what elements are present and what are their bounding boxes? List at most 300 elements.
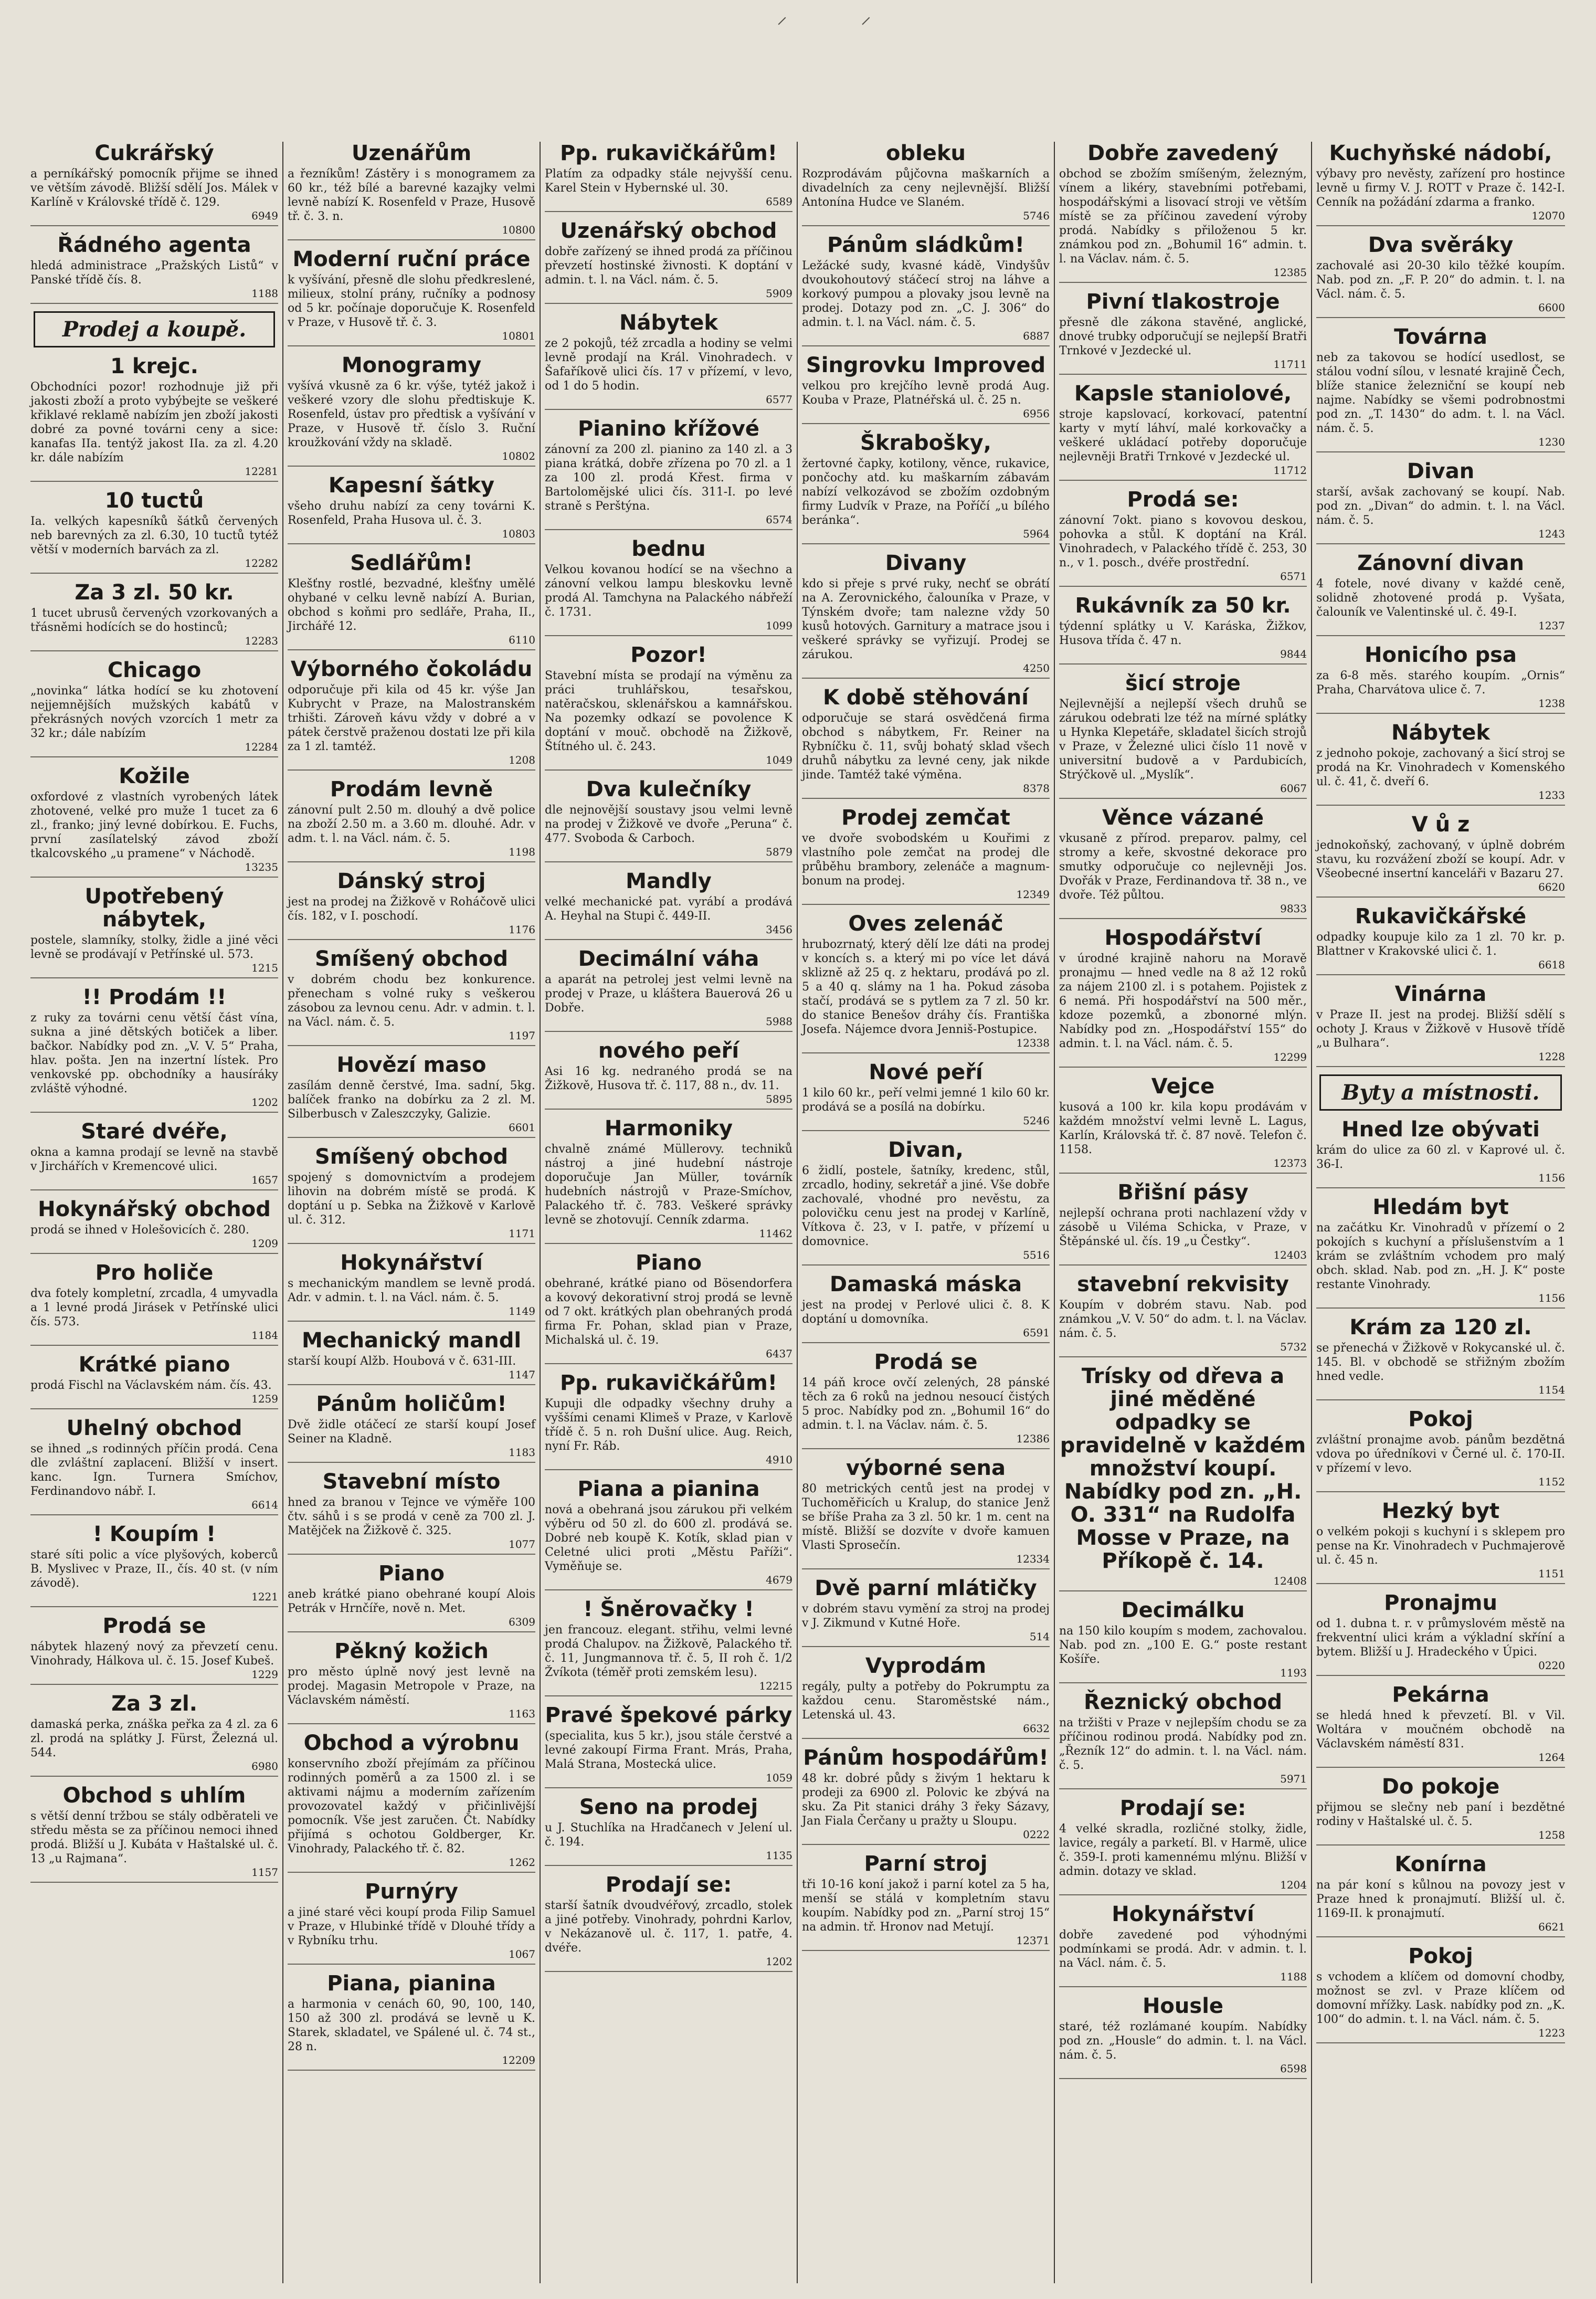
classified-ad: [1316, 1118, 1565, 1188]
ad-text: v Praze II. jest na prodej. Bližší sdělí s ochoty J. Kraus v Žižkově v Husově třídě „u Bulhara“.: [1316, 1008, 1565, 1050]
ad-number: 10802: [502, 450, 535, 462]
classified-ad: [1059, 1995, 1307, 2079]
ad-heading: šicí stroje: [1125, 671, 1241, 695]
section-heading: Byty a místnosti.: [1319, 1074, 1562, 1111]
ad-number: 6887: [1023, 330, 1050, 342]
classified-ad: [1059, 1181, 1307, 1265]
ad-heading: Za 3 zl. 50 kr.: [75, 581, 234, 605]
ad-number: 1149: [509, 1305, 535, 1317]
classified-ad: [1059, 142, 1307, 283]
ad-number: 1067: [509, 1948, 535, 1960]
ad-text: na pár koní s kůlnou na povozy jest v Praze hned k pronajmutí. Bližší ul. č. 1169-II. k pronajmutí.: [1316, 1879, 1565, 1920]
ad-text: Platím za odpadky stále nejvyšší cenu. Karel Stein v Hybernské ul. 30.: [545, 167, 792, 195]
ad-text: staré, též rozlámané koupím. Nabídky pod zn. „Housle“ do admin. t. l. na Václ. nám. č. 5.: [1059, 2020, 1307, 2062]
ad-heading: Singrovku Improved: [806, 353, 1046, 377]
ad-number: 12334: [1016, 1553, 1050, 1565]
ad-number: 1215: [251, 962, 278, 974]
ad-number: 6577: [766, 393, 792, 406]
classified-ad: [288, 248, 535, 346]
ad-heading: Věnce vázané: [1102, 806, 1264, 830]
classified-ad: [1059, 806, 1307, 919]
ad-text: obchod se zbožím smíšeným, železným, vínem a likéry, stavebními potřebami, hospodářskými a lisovací stroji ve větším místě se za příčinou zavedení výroby prodá. Nabídky s přiloženou 5 kr. známkou pod zn. „Bohumil 16“ admin. t. l. na Václav. nám. č. 5.: [1059, 167, 1307, 266]
ad-text: odpadky koupuje kilo za 1 zl. 70 kr. p. Blattner v Krakovské ulici č. 1.: [1316, 931, 1565, 958]
ad-number: 1049: [766, 754, 792, 766]
ad-number: 1156: [1538, 1172, 1565, 1184]
ad-text: jest na prodej na Žižkově v Roháčově ulici čís. 182, v I. poschodí.: [288, 895, 535, 923]
ad-column: [798, 142, 1055, 2283]
ad-heading: Kožile: [119, 764, 190, 788]
classified-ad: [802, 1852, 1050, 1951]
ad-heading: Pravé špekové párky: [545, 1703, 792, 1727]
ad-number: 13235: [245, 861, 278, 873]
ad-text: starší koupí Alžb. Houbová v č. 631-III.: [288, 1355, 516, 1368]
ad-heading: Divan,: [888, 1138, 964, 1162]
ad-text: damaská perka, znáška peřka za 4 zl. za 6 zl. prodá na splátky J. Fürst, Železná ul. 544.: [30, 1718, 278, 1759]
ad-heading: Hned lze obývati: [1341, 1117, 1540, 1142]
ad-number: 1657: [251, 1174, 278, 1186]
ad-number: 9844: [1280, 648, 1307, 660]
ad-heading: Moderní ruční práce: [292, 247, 531, 271]
ad-number: 1154: [1538, 1384, 1565, 1396]
classified-ad: [545, 1873, 792, 1972]
ad-heading: !! Prodám !!: [82, 985, 227, 1009]
ad-heading: Honicího psa: [1365, 643, 1517, 667]
classified-ad: [30, 142, 278, 226]
ad-heading: Divan: [1407, 459, 1475, 483]
ad-heading: Řeznický obchod: [1083, 1690, 1283, 1714]
ad-text: starší, avšak zachovaný se koupí. Nab. pod zn. „Divan“ do admin. t. l. na Václ. nám. č. 5.: [1316, 486, 1565, 527]
ad-heading: Pekárna: [1392, 1683, 1489, 1707]
ad-heading: Rukávník za 50 kr.: [1075, 594, 1291, 618]
ad-number: 12215: [759, 1680, 792, 1692]
ad-heading: Zánovní divan: [1357, 551, 1525, 575]
classified-ad: [545, 142, 792, 212]
ad-number: 1152: [1538, 1475, 1565, 1488]
ad-text: Dvě židle otáčecí ze starší koupí Josef Seiner na Kladně.: [288, 1418, 535, 1446]
classified-ad: [1059, 594, 1307, 665]
ad-text: zvláštní pronajme avob. pánům bezdětná vdova po úředníkovi v Černé ul. č. 170-II. v přízemí v levo.: [1316, 1433, 1565, 1475]
ad-heading: Vinárna: [1394, 982, 1487, 1006]
classified-ad: [802, 1138, 1050, 1265]
ad-number: 1188: [1280, 1970, 1307, 1983]
ad-heading: Trísky od dřeva a jiné měděné odpadky se pravidelně v každém množství koupí. Nabídky pod zn. „H. O. 331“ na Rudolfa Mosse v Praze, na Příkopě č. 14.: [1060, 1364, 1306, 1573]
ad-heading: Pokoj: [1408, 1944, 1473, 1968]
ad-text: o velkém pokoji s kuchyní i s sklepem pro pense na Kr. Vinohradech v Puchmajerově ul. č. 45 n.: [1316, 1525, 1565, 1567]
ad-heading: Oves zelenáč: [848, 912, 1003, 936]
ad-number: 1183: [509, 1446, 535, 1459]
ad-text: Ia. velkých kapesníků šátků červených neb barevných za zl. 6.30, 10 tuctů tytéž větší v moderních barvách za zl.: [30, 515, 278, 556]
ad-text: konservního zboží přejímám za příčinou rodinných poměrů a za 1500 zl. i se aktivami nájmu a moderním zařízením provozovatel každý v přičinlivější pomocník. Vše jest zaručen. Čt. Nabídky přijímá s ochotou Goldberger, Kr. Vinohrady, Palackého tř. č. 82.: [288, 1757, 535, 1855]
classified-ad: [30, 765, 278, 878]
ad-text: „novinka“ látka hodící se ku zhotovení nejjemnějších mužských kabátů v překrásných nových vzorcích 1 metr za 32 kr.; dále nabízím: [30, 684, 278, 740]
ad-heading: Pianino křížové: [577, 417, 760, 441]
classified-ad: [288, 1732, 535, 1873]
ad-number: 5988: [766, 1015, 792, 1028]
classified-ad: [545, 1478, 792, 1590]
ad-text: nejlepší ochrana proti nachlazení vždy v zásobě u Viléma Schicka, v Praze, v Štěpánské ul. čís. 19 „u Čestky“.: [1059, 1207, 1307, 1248]
ad-heading: ! Koupím !: [92, 1522, 216, 1546]
classified-ad: [802, 234, 1050, 346]
ad-column: [541, 142, 798, 2283]
ad-text: k vyšívání, přesně dle slohu předkreslené, milieux, stolní prány, ručníky a podnosy od 5 kr. počínaje doporučuje K. Rosenfeld v Praze, v Husově tř. č. 3.: [288, 273, 535, 329]
classified-ad: [545, 947, 792, 1032]
ad-number: 6956: [1023, 407, 1050, 420]
ad-text: vkusaně z přírod. preparov. palmy, cel stromy a keře, skvostné dekorace pro smutky odporučuje co nejlevněji Jos. Dvořák v Praze, Ferdinandova tř. 38 n., ve dvoře. Též půltou.: [1059, 832, 1307, 902]
ad-number: 5964: [1023, 528, 1050, 540]
ad-heading: Prodají se:: [605, 1873, 732, 1897]
classified-ad: [1059, 1691, 1307, 1789]
classified-ad: [30, 885, 278, 978]
ad-text: velkou pro krejčího levně prodá Aug. Kouba v Praze, Platnéřská ul. č. 25 n.: [802, 379, 1050, 407]
ad-number: 12299: [1273, 1051, 1307, 1063]
ad-number: 6574: [766, 513, 792, 526]
ad-text: 1 tucet ubrusů červených vzorkovaných a třásněmi hodících se do hostinců;: [30, 607, 278, 634]
classified-ad: [545, 1704, 792, 1788]
classified-ad: [30, 1261, 278, 1346]
ad-text: kdo si přeje s prvé ruky, nechť se obrátí na A. Zerovnického, čalouníka v Praze, v Týnském dvoře; tam nalezne vždy 50 kusů hotových. Garnitury a matrace jsou i veškeré správky se vyřizují. Prodej se zárukou.: [802, 577, 1050, 661]
ad-number: 1202: [251, 1096, 278, 1109]
ad-heading: Pro holiče: [95, 1261, 214, 1285]
ad-number: 6591: [1023, 1326, 1050, 1339]
ad-text: regály, pulty a potřeby do Pokrumptu za každou cenu. Staroměstské nám., Letenská ul. 43.: [802, 1680, 1050, 1722]
ad-number: 6601: [509, 1121, 535, 1134]
classified-ad: [1059, 1075, 1307, 1174]
ad-text: týdenní splátky u V. Karáska, Žižkov, Husova třída č. 47 n.: [1059, 620, 1307, 647]
ad-heading: Pp. rukavičkářům!: [559, 142, 778, 165]
ad-number: 1238: [1538, 697, 1565, 710]
ad-text: od 1. dubna t. r. v průmyslovém městě na frekventní ulici krám a výkladní skříní a bytem. Bližší u J. Hradeckého v Úpici.: [1316, 1617, 1565, 1659]
ad-heading: Piana, pianina: [327, 1971, 496, 1996]
ad-heading: Stavební místo: [322, 1470, 501, 1494]
ad-column: [283, 142, 541, 2283]
ad-text: (specialita, kus 5 kr.), jsou stále čerstvé a levné zakoupí Firma Frant. Mrás, Praha, Malá Strana, Mostecká ulice.: [545, 1729, 792, 1771]
ad-text: vyšívá vkusně za 6 kr. výše, tytéž jakož i veškeré vzory dle slohu předtiskuje K. Rosenfeld, ústav pro předtisk a vyšívání v Praze, v Husově tř. číslo 3. Ruční kroužkování vždy na skladě.: [288, 379, 535, 449]
classified-ad: [1316, 1853, 1565, 1937]
ad-text: jen francouz. elegant. střihu, velmi levné prodá Chalupov. na Žižkově, Palackého tř. č. 11, Jungmannova tř. č. 5, II roh č. 1/2 Žvíkota (téměř proti zemském lesu).: [545, 1623, 792, 1679]
ad-text: jednokoňský, zachovaný, v úplně dobrém stavu, ku rozvážení zboží se koupí. Adr. v Všeobecné insertní kanceláři v Bazaru 27.: [1316, 839, 1565, 880]
classified-ad: [802, 912, 1050, 1053]
ad-text: krám do ulice za 60 zl. v Kaprové ul. č. 36-I.: [1316, 1144, 1565, 1171]
ad-text: Stavební místa se prodají na výměnu za práci truhlářskou, tesařskou, natěračskou, sklenářskou a kamnářskou. Na pozemky odkazí se povolence K doptání v mouč. obchodě na Žižkově, Štítného ul. č. 243.: [545, 669, 792, 753]
ad-text: ze 2 pokojů, též zrcadla a hodiny se velmi levně prodají na Král. Vinohradech. v Šafaříkově ulici čís. 17 v přízemí, v levo, od 1 do 5 hodin.: [545, 337, 792, 393]
classified-ad: [802, 1061, 1050, 1131]
ad-heading: Krátké piano: [78, 1353, 230, 1377]
ad-text: 1 kilo 60 kr., peří velmi jemné 1 kilo 60 kr. prodává se a posílá na dobírku.: [802, 1087, 1050, 1114]
ad-text: kusová a 100 kr. kila kopu prodávám v každém množství velmi levně L. Lagus, Karlín, Královská tř. č. 87 nově. Telefon č. 1158.: [1059, 1101, 1307, 1156]
ad-text: žertovné čapky, kotilony, věnce, rukavice, pončochy atd. ku maškarním zábavám nabízí velkozávod se zbožím ozdobným firmy Ludvík v Praze, na Poříčí „u bílého beránka“.: [802, 457, 1050, 527]
ad-number: 6620: [1538, 881, 1565, 893]
classified-ad: [802, 806, 1050, 905]
classified-ad: [288, 1251, 535, 1322]
ad-text: zánovní za 200 zl. pianino za 140 zl. a 3 piana krátká, dobře zřízena po 70 zl. a 1 za 100 zl. prodá Křest. firma v Bartolomějské ulici čís. 311-I. po levé straně s Perštýna.: [545, 443, 792, 513]
classified-ad: [802, 1654, 1050, 1739]
ad-heading: Vejce: [1151, 1074, 1215, 1099]
section-heading: Prodej a koupě.: [34, 311, 275, 347]
ad-heading: Obchod a výrobnu: [303, 1731, 520, 1755]
ad-number: 1228: [1538, 1050, 1565, 1063]
ad-number: 5246: [1023, 1114, 1050, 1127]
classified-ad: [1059, 382, 1307, 481]
ad-heading: Škraboškу,: [860, 431, 991, 455]
classified-ad: [802, 552, 1050, 679]
ad-number: 1151: [1538, 1567, 1565, 1580]
ad-text: ve dvoře svobodském u Kouřimi z vlastního pole zemčat na prodej dle průběhu brambory, zelenáče a magnum-bonum na prodej.: [802, 832, 1050, 888]
classified-ad: [1316, 1775, 1565, 1845]
ad-heading: Cukrářský: [94, 142, 214, 165]
ad-text: oxfordové z vlastních vyrobených látek zhotovené, velké pro muže 1 tucet za 6 zl., franko; jiný levné dobírkou. E. Fuchs, první zasílatelský závod zboží tkalcovského „u pramene“ v Náchodě.: [30, 790, 278, 860]
ad-heading: Dvě parní mlátičky: [815, 1576, 1037, 1600]
ad-text: spojený s domovnictvím a prodejem lihovin na dobrém místě se prodá. K doptání u p. Sebka na Žižkově v Karlově ul. č. 312.: [288, 1171, 535, 1227]
classified-ad: [1059, 672, 1307, 799]
classified-ad: [802, 1457, 1050, 1569]
ad-heading: Prodá se:: [1127, 488, 1239, 512]
ad-text: Rozprodávám půjčovna maškarních a divadelních za ceny nejlevnější. Bližší Antonína Hudce ve Slaném.: [802, 167, 1050, 209]
classified-ad: [288, 354, 535, 467]
ad-number: 5732: [1280, 1341, 1307, 1353]
ad-heading: Vyprodám: [865, 1654, 987, 1678]
ad-text: Obchodníci pozor! rozhodnuje již při jakosti zboží a proto vybýbejte se veškeré křiklavé reklamě nabízím jen zboží jakosti dobré za povné továrni ceny a sice: kanafas IIa. tentýž jakost IIa. za zl. 4.20 kr. dále nabízím: [30, 381, 278, 465]
classified-ad: [545, 311, 792, 410]
ad-number: 1163: [509, 1707, 535, 1720]
classified-ad: [802, 1273, 1050, 1343]
classified-ad: [30, 234, 278, 304]
classified-ad: [30, 1198, 278, 1254]
ad-text: prodá se ihned v Holešovicích č. 280.: [30, 1224, 249, 1237]
ad-number: 6614: [251, 1499, 278, 1511]
classified-ad: [30, 1417, 278, 1515]
ad-number: 1204: [1280, 1879, 1307, 1891]
ad-heading: Chicago: [107, 658, 202, 682]
ad-text: zánovní 7okt. piano s kovovou deskou, pohovka a stůl. K doptání na Král. Vinohradech, v Palackého třídě č. 253, 30 n., v 1. posch., dvéře prostřední.: [1059, 514, 1307, 570]
ad-text: výbavy pro nevěsty, zařízení pro hostince levně u firmy V. J. ROTT v Praze č. 142-I. Cenník na požádání zdarma a franko.: [1316, 167, 1565, 209]
ad-text: s vchodem a klíčem od domovní chodby, možnost se zvl. v Praze klíčem od domovní mřížky. Lask. nabídky pod zn. „K. 100“ do admin. t. l. na Václ. nám. č. 5.: [1316, 1970, 1565, 2026]
ad-heading: Housle: [1142, 1994, 1224, 2018]
ad-heading: Nábytek: [619, 311, 718, 335]
ad-heading: Hokynářství: [340, 1251, 483, 1275]
ad-number: 12373: [1273, 1157, 1307, 1169]
ad-heading: Prodej zemčat: [841, 806, 1010, 830]
ad-text: z jednoho pokoje, zachovaný a šicí stroj se prodá na Kr. Vinohradech v Komenského ul. č. 41, č. dveří 6.: [1316, 747, 1565, 788]
ad-number: 1188: [251, 287, 278, 300]
classified-ad: [288, 142, 535, 240]
classified-ad: [1316, 234, 1565, 318]
page-edge-marks: ⸍ ⸍: [777, 13, 871, 37]
ad-heading: Rukavičkářské: [1355, 904, 1527, 929]
ad-text: dobře zařízený se ihned prodá za příčinou převzetí hostinské živnosti. K doptání v admin. t. l. na Václ. nám. č. 5.: [545, 245, 792, 287]
classified-ad: [545, 1039, 792, 1110]
ad-text: hledá administrace „Pražských Listů“ v Panské třídě čís. 8.: [30, 259, 278, 287]
ad-number: 0222: [1023, 1828, 1050, 1841]
classified-ad: [288, 1470, 535, 1555]
classified-ad: [1316, 1945, 1565, 2043]
ad-number: 1223: [1538, 2027, 1565, 2039]
ad-text: 6 židlí, postele, šatníky, kredenc, stůl, zrcadlo, hodiny, sekretář a jiné. Vše dobře zachovalé, vhodné pro nevěstu, za polovičku cenu jest na prodej v Karlíně, Vítkova č. 23, v I. patře, v přízemí u domovnice.: [802, 1164, 1050, 1248]
ad-text: na tržišti v Praze v nejlepším chodu se za příčinou rodinou prodá. Nabídky pod zn. „Řezník 12“ do admin. t. l. na Václ. nám. č. 5.: [1059, 1716, 1307, 1772]
classified-ad: [545, 1117, 792, 1244]
ad-heading: Prodá se: [874, 1350, 978, 1374]
ad-heading: Staré dvéře,: [81, 1120, 228, 1144]
ad-number: 5971: [1280, 1773, 1307, 1785]
ad-text: nová a obehraná jsou zárukou při velkém výběru od 50 zl. do 600 zl. prodává se. Dobré neb koupě K. Kotík, sklad pian v Celetné ulici proti „Městu Paříži“. Vyměňuje se.: [545, 1503, 792, 1573]
classified-ad: [288, 1880, 535, 1965]
ad-number: 1171: [509, 1227, 535, 1240]
ad-heading: Obchod s uhlím: [62, 1784, 246, 1808]
ad-number: 5746: [1023, 209, 1050, 222]
ad-text: a perníkářský pomocník přijme se ihned ve větším závodě. Bližší sdělí Jos. Málek v Karlíně v Královské třídě č. 129.: [30, 167, 278, 209]
newspaper-classifieds-page: [26, 142, 1572, 2283]
ad-heading: Sedlářům!: [350, 551, 473, 575]
classified-ad: [1059, 1365, 1307, 1591]
ad-number: 9833: [1280, 902, 1307, 915]
ad-number: 6110: [509, 634, 535, 646]
ad-number: 5879: [766, 846, 792, 858]
classified-ad: [1316, 905, 1565, 975]
ad-heading: Dva svěráky: [1368, 233, 1514, 257]
ad-number: 1077: [509, 1538, 535, 1551]
classified-ad: [1059, 1599, 1307, 1683]
ad-text: staré síti polic a více plyšových, koberců B. Myslivec v Praze, II., čís. 40 st. (v ním závodě).: [30, 1548, 278, 1590]
classified-ad: [1059, 290, 1307, 375]
ad-heading: 1 krejc.: [110, 354, 198, 378]
classified-ad: [545, 1796, 792, 1866]
ad-heading: Pronajmu: [1384, 1591, 1497, 1615]
ad-heading: Řádného agenta: [57, 233, 251, 257]
ad-text: velké mechanické pat. vyrábí a prodává A. Heyhal na Stupi č. 449-II.: [545, 895, 792, 923]
ad-number: 11462: [759, 1227, 792, 1240]
ad-heading: Divany: [885, 551, 967, 575]
classified-ad: [30, 1692, 278, 1777]
classified-ad: [802, 1746, 1050, 1845]
ad-heading: Hledám byt: [1372, 1195, 1509, 1219]
ad-heading: Kapsle staniolové,: [1074, 382, 1292, 406]
ad-number: 1237: [1538, 619, 1565, 632]
ad-text: odporučuje při kila od 45 kr. výše Jan Kubrycht v Praze, na Malostranském trhišti. Zároveň kávu vždy v dobré a v pátek čerstvě praženou dostati lze při kila za 1 zl. tamtéž.: [288, 683, 535, 753]
ad-number: 1259: [251, 1393, 278, 1405]
ad-number: 6309: [509, 1616, 535, 1628]
ad-text: a jiné staré věci koupí proda Filip Samuel v Praze, v Hlubinké třídě v Dlouhé třídy a v Rybníku trhu.: [288, 1906, 535, 1947]
ad-text: Ležácké sudy, kvasné kádě, Vindyšův dvoukohoutový stáčecí stroj na láhve a korkový pumpou a plovaky jsou levně na prodej. Dotazy pod zn. „C. J. 306“ do admin. t. l. na Václ. nám. č. 5.: [802, 259, 1050, 329]
classified-ad: [288, 870, 535, 940]
ad-number: 12338: [1016, 1037, 1050, 1049]
ad-heading: Mechanický mandl: [301, 1328, 522, 1353]
ad-text: obehrané, krátké piano od Bösendorfera a kovový dekorativní stroj prodá se levně od 7 okt. krátkých plan obehraných prodá firma Fr. Pohan, sklad pian v Praze, Michalská ul. č. 19.: [545, 1277, 792, 1347]
ad-text: a řezníkům! Zástěry i s monogramem za 60 kr., též bílé a barevné kazajky velmi levně nabízí K. Rosenfeld v Praze, Husově tř. č. 3. n.: [288, 167, 535, 223]
classified-ad: [1316, 1196, 1565, 1309]
ad-number: 1230: [1538, 436, 1565, 448]
classified-ad: [30, 1353, 278, 1409]
ad-heading: Krám za 120 zl.: [1349, 1315, 1532, 1340]
ad-heading: Prodám levně: [330, 777, 493, 802]
ad-heading: Piana a pianina: [577, 1477, 760, 1501]
ad-heading: Hokynářský obchod: [38, 1197, 271, 1221]
ad-heading: Harmoniky: [604, 1116, 733, 1141]
classified-ad: [1316, 721, 1565, 806]
ad-text: Velkou kovanou hodící se na všechno a zánovní velkou lampu bleskovku levně prodá Al. Tamchyna na Palackého nábřeží č. 1731.: [545, 563, 792, 619]
ad-text: přesně dle zákona stavěné, anglické, dnové trubky odporučují se nejlepší Bratři Trnkové v Jezdecké ul.: [1059, 316, 1307, 357]
ad-text: všeho druhu nabízí za ceny továrni K. Rosenfeld, Praha Husova ul. č. 3.: [288, 500, 535, 527]
ad-heading: Piano: [378, 1562, 445, 1586]
ad-heading: Pozor!: [630, 643, 707, 667]
ad-text: za 6-8 měs. starého koupím. „Ornis“ Praha, Charvátova ulice č. 7.: [1316, 669, 1565, 697]
ad-number: 12070: [1531, 209, 1565, 222]
ad-text: na 150 kilo koupím s modem, zachovalou. Nab. pod zn. „100 E. G.“ poste restant Košíře.: [1059, 1625, 1307, 1666]
ad-text: dva fotely kompletní, zrcadla, 4 umyvadla a 1 levné prodá Jirásek v Petřínské ulici čís. 573.: [30, 1287, 278, 1328]
ad-number: 4910: [766, 1453, 792, 1466]
ad-text: 80 metrických centů jest na prodej v Tuchoměřicích u Kralup, do stanice Jenž se bříše Praha za 3 zl. 50 kr. 1 m. cent na místě. Bližší se dozvíte v dvoře kamuen Vlasti Sprosečín.: [802, 1482, 1050, 1552]
ad-heading: Kuchyňské nádobí,: [1329, 142, 1552, 165]
ad-number: 6621: [1538, 1921, 1565, 1933]
ad-text: přijmou se slečny neb paní i bezdětné rodiny v Haštalské ul. č. 5.: [1316, 1801, 1565, 1828]
ad-text: tři 10-16 koní jakož i parní kotel za 5 ha, menší se stálá v kompletním stavu koupím. Nabídky pod zn. „Parní stroj 15“ na admin. tř. Hronov nad Metují.: [802, 1878, 1050, 1934]
ad-number: 10801: [502, 330, 535, 342]
ad-heading: Břišní pásy: [1117, 1180, 1249, 1205]
classified-ad: [30, 1784, 278, 1883]
classified-ad: [1059, 1797, 1307, 1895]
classified-ad: [288, 778, 535, 862]
ad-text: zachovalé asi 20-30 kilo těžké koupím. Nab. pod zn. „F. P. 20“ do admin. t. l. na Václ. nám. č. 5.: [1316, 259, 1565, 301]
ad-heading: Pánům hospodářům!: [803, 1746, 1049, 1770]
ad-heading: Do pokoje: [1381, 1775, 1500, 1799]
classified-ad: [545, 219, 792, 304]
ad-heading: Mandly: [626, 869, 712, 893]
ad-column: [1312, 142, 1569, 2283]
ad-heading: Za 3 zl.: [111, 1692, 197, 1716]
classified-ad: [1059, 1273, 1307, 1357]
ad-number: 12408: [1273, 1575, 1307, 1587]
ad-heading: Hezký byt: [1381, 1499, 1500, 1523]
ad-number: 12403: [1273, 1249, 1307, 1261]
ad-text: se hledá hned k převzetí. Bl. v Vil. Woltára v moučném obchodě na Václavském náměstí 831.: [1316, 1709, 1565, 1750]
ad-text: 48 kr. dobré půdy s živým 1 hektaru k prodeji za 6900 zl. Polovic ke zbývá na sku. Za Pit stanici dráhy 3 řeky Sázavy, Jan Fiala Čerčany u pražty u Sloupu.: [802, 1772, 1050, 1828]
classified-ad: [802, 686, 1050, 799]
ad-heading: Pp. rukavičkářům!: [559, 1371, 778, 1395]
ad-heading: Parní stroj: [864, 1852, 988, 1876]
classified-ad: [288, 947, 535, 1046]
ad-number: 12284: [245, 741, 278, 753]
ad-number: 10803: [502, 528, 535, 540]
ad-text: neb za takovou se hodící usedlost, se stálou vodní sílou, v lesnaté krajině Čech, blíže stanice železniční se koupí neb najme. Nabídky se všemi podrobnostmi pod zn. „T. 1430“ do adm. t. l. na Václ. nám. č. 5.: [1316, 351, 1565, 435]
ad-number: 1197: [509, 1029, 535, 1042]
ad-text: okna a kamna prodají se levně na stavbě v Jirchářích v Kremencové ulici.: [30, 1146, 278, 1173]
classified-ad: [1059, 488, 1307, 587]
ad-text: nábytek hlazený nový za převzetí cenu. Vinohrady, Hálkova ul. č. 15. Josef Kubeš.: [30, 1640, 278, 1668]
classified-ad: [1316, 1683, 1565, 1768]
classified-ad: [802, 1351, 1050, 1449]
ad-heading: Smíšený obchod: [314, 947, 509, 971]
ad-heading: Uzenářům: [351, 142, 472, 165]
ad-number: 12371: [1016, 1934, 1050, 1947]
ad-number: 1209: [251, 1237, 278, 1250]
ad-heading: Upotřebený nábytek,: [84, 884, 224, 932]
classified-ad: [802, 431, 1050, 544]
ad-number: 1233: [1538, 789, 1565, 802]
ad-number: 11711: [1273, 358, 1307, 371]
classified-ad: [545, 870, 792, 940]
ad-number: 12349: [1016, 888, 1050, 901]
classified-ad: [545, 778, 792, 862]
classified-ad: [288, 1053, 535, 1138]
ad-heading: Nové peří: [869, 1060, 983, 1084]
ad-number: 5516: [1023, 1249, 1050, 1261]
ad-heading: bednu: [631, 537, 706, 561]
ad-heading: 10 tuctů: [104, 489, 204, 513]
classified-ad: [30, 659, 278, 757]
ad-column: [26, 142, 283, 2283]
classified-ad: [288, 1972, 535, 2071]
ad-text: s větší denní tržbou se stály odběrateli ve středu města se za příčinou nemoci ihned prodá. Bližší u J. Kubáta v Haštalské ul. č. 13 „u Rajmana“.: [30, 1810, 278, 1865]
ad-text: se přenechá v Žižkově v Rokycanské ul. č. 145. Bl. v obchodě se střižným zbožím hned vedle.: [1316, 1342, 1565, 1383]
classified-ad: [1316, 813, 1565, 898]
